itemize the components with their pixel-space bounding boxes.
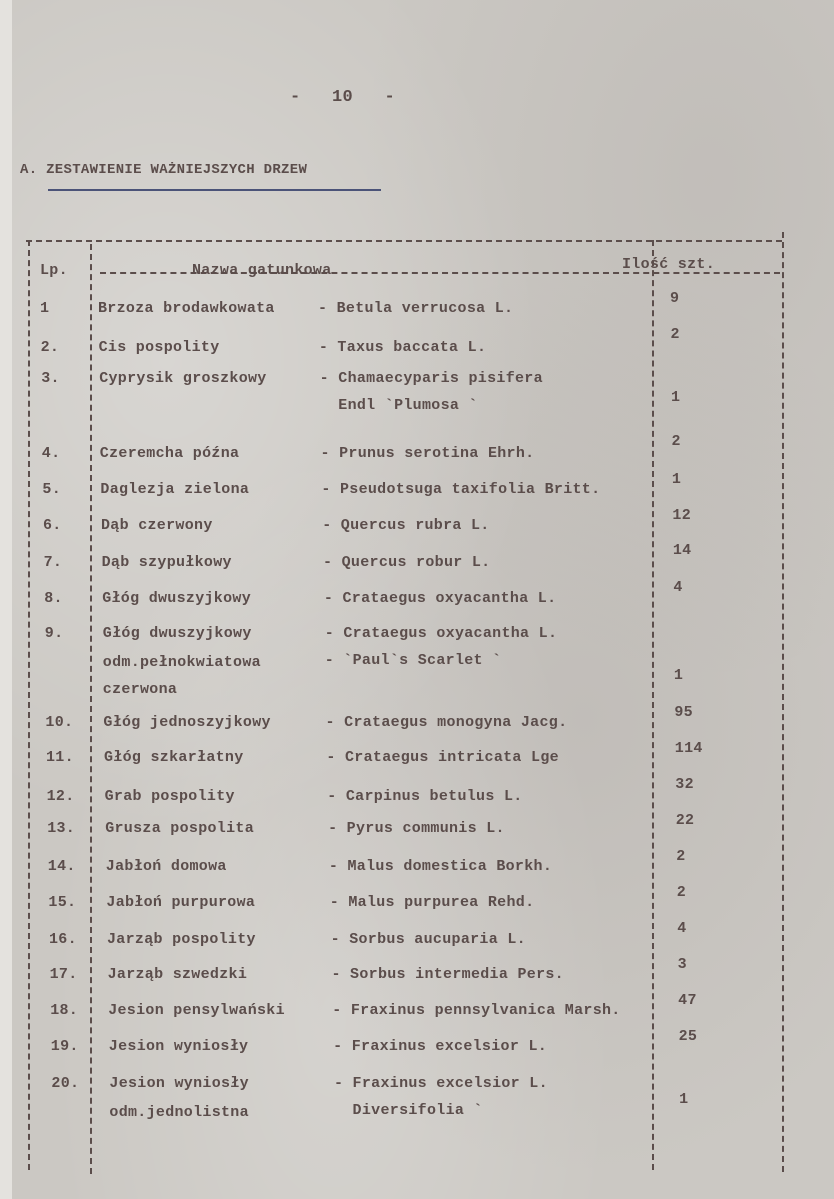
polish-name: Głóg jednoszyjkowy — [103, 714, 271, 731]
latin-name: - Pseudotsuga taxifolia Britt. — [321, 481, 601, 498]
polish-name: Brzoza brodawkowata — [98, 300, 275, 317]
latin-name: - Fraxinus excelsior L. — [333, 1075, 548, 1092]
quantity: 114 — [674, 740, 703, 757]
polish-name: Cyprysik groszkowy — [99, 370, 267, 387]
latin-name: - Prunus serotina Ehrh. — [320, 445, 535, 462]
quantity: 4 — [677, 920, 687, 937]
polish-name: Cis pospolity — [98, 339, 220, 356]
quantity: 25 — [678, 1028, 698, 1045]
polish-name: odm.pełnokwiatowa — [102, 654, 261, 671]
row-number: 9. — [44, 625, 64, 642]
table-top-border — [26, 240, 782, 242]
row-number: 20. — [51, 1075, 80, 1092]
polish-name: Jesion wyniosły — [108, 1038, 249, 1055]
latin-name: Endl `Plumosa ` — [319, 397, 478, 414]
row-number: 10. — [45, 714, 74, 731]
quantity: 2 — [670, 326, 680, 343]
quantity: 9 — [670, 290, 680, 307]
header-qty: Ilość szt. — [622, 256, 716, 273]
quantity: 2 — [676, 884, 687, 901]
latin-name: - Crataegus oxyacantha L. — [323, 590, 557, 607]
polish-name: Głóg szkarłatny — [104, 749, 244, 766]
latin-name: - Chamaecyparis pisifera — [319, 370, 543, 387]
row-number: 19. — [50, 1038, 79, 1055]
latin-name: - Fraxinus excelsior L. — [333, 1038, 548, 1055]
latin-name: - Pyrus communis L. — [328, 820, 505, 837]
latin-name: - Malus purpurea Rehd. — [329, 894, 535, 911]
quantity: 2 — [671, 433, 681, 450]
latin-name: - Fraxinus pennsylvanica Marsh. — [332, 1002, 621, 1019]
row-number: 7. — [43, 554, 63, 571]
left-border — [28, 240, 30, 1170]
quantity: 3 — [677, 956, 687, 973]
latin-name: - Quercus robur L. — [323, 554, 491, 571]
quantity: 22 — [675, 812, 695, 829]
quantity: 1 — [671, 471, 682, 488]
header-name: Nazwa gatunkowa — [192, 262, 332, 279]
row-number: 5. — [42, 481, 61, 498]
quantity: 32 — [675, 776, 694, 793]
row-number: 6. — [43, 517, 62, 534]
polish-name: Dąb szypułkowy — [101, 554, 232, 571]
row-number: 17. — [49, 966, 78, 983]
quantity: 47 — [678, 992, 697, 1009]
latin-name: - Carpinus betulus L. — [327, 788, 523, 805]
polish-name: Jabłoń purpurowa — [106, 894, 256, 911]
row-number: 18. — [50, 1002, 79, 1019]
latin-name: - `Paul`s Scarlet ` — [324, 652, 502, 669]
latin-name: - Sorbus intermedia Pers. — [331, 966, 564, 983]
latin-name: - Crataegus intricata Lge — [326, 749, 559, 766]
row-number: 13. — [47, 820, 76, 837]
header-lp: Lp. — [40, 262, 68, 279]
row-number: 8. — [44, 590, 63, 607]
quantity: 12 — [672, 507, 691, 524]
row-number: 12. — [46, 788, 75, 805]
lp-column-divider — [90, 244, 92, 1174]
row-number: 2. — [40, 339, 60, 356]
title-underline — [48, 189, 381, 191]
latin-name: - Crataegus oxyacantha L. — [324, 625, 558, 642]
quantity: 1 — [670, 389, 681, 406]
quantity: 4 — [673, 579, 683, 596]
polish-name: Jabłoń domowa — [105, 858, 227, 875]
page-number: - 10 - — [290, 88, 396, 107]
quantity: 95 — [674, 704, 693, 721]
quantity: 2 — [676, 848, 686, 865]
polish-name: Grusza pospolita — [105, 820, 255, 837]
polish-name: Głóg dwuszyjkowy — [102, 625, 252, 642]
polish-name: Jesion wyniosły — [109, 1075, 249, 1092]
row-number: 1 — [40, 300, 50, 317]
latin-name: - Malus domestica Borkh. — [328, 858, 553, 875]
row-number: 16. — [49, 931, 77, 948]
row-number: 4. — [41, 445, 61, 462]
section-title: A. ZESTAWIENIE WAŻNIEJSZYCH DRZEW — [20, 162, 308, 178]
right-border — [782, 232, 784, 1172]
quantity: 14 — [672, 542, 692, 559]
polish-name: Jarząb szwedzki — [107, 966, 248, 983]
latin-name: - Taxus baccata L. — [318, 339, 487, 356]
row-number: 3. — [41, 370, 60, 387]
polish-name: czerwona — [102, 681, 178, 698]
latin-name: - Sorbus aucuparia L. — [330, 931, 526, 948]
latin-name: Diversifolia ` — [333, 1102, 483, 1119]
latin-name: - Quercus rubra L. — [322, 517, 490, 534]
quantity: 1 — [679, 1091, 689, 1108]
polish-name: Jesion pensylwański — [108, 1002, 285, 1019]
latin-name: - Crataegus monogyna Jacg. — [325, 714, 568, 731]
polish-name: Dąb czerwony — [101, 517, 213, 534]
polish-name: odm.jednolistna — [109, 1104, 249, 1121]
row-number: 14. — [47, 858, 76, 875]
polish-name: Daglezja zielona — [100, 481, 250, 498]
row-number: 11. — [46, 749, 74, 766]
quantity: 1 — [673, 667, 684, 684]
polish-name: Jarząb pospolity — [107, 931, 256, 948]
qty-column-divider — [652, 240, 654, 1170]
row-number: 15. — [48, 894, 77, 911]
latin-name: - Betula verrucosa L. — [318, 300, 514, 317]
polish-name: Głóg dwuszyjkowy — [102, 590, 252, 607]
polish-name: Grab pospolity — [104, 788, 235, 805]
scan-edge — [0, 0, 12, 1199]
polish-name: Czeremcha późna — [99, 445, 240, 462]
